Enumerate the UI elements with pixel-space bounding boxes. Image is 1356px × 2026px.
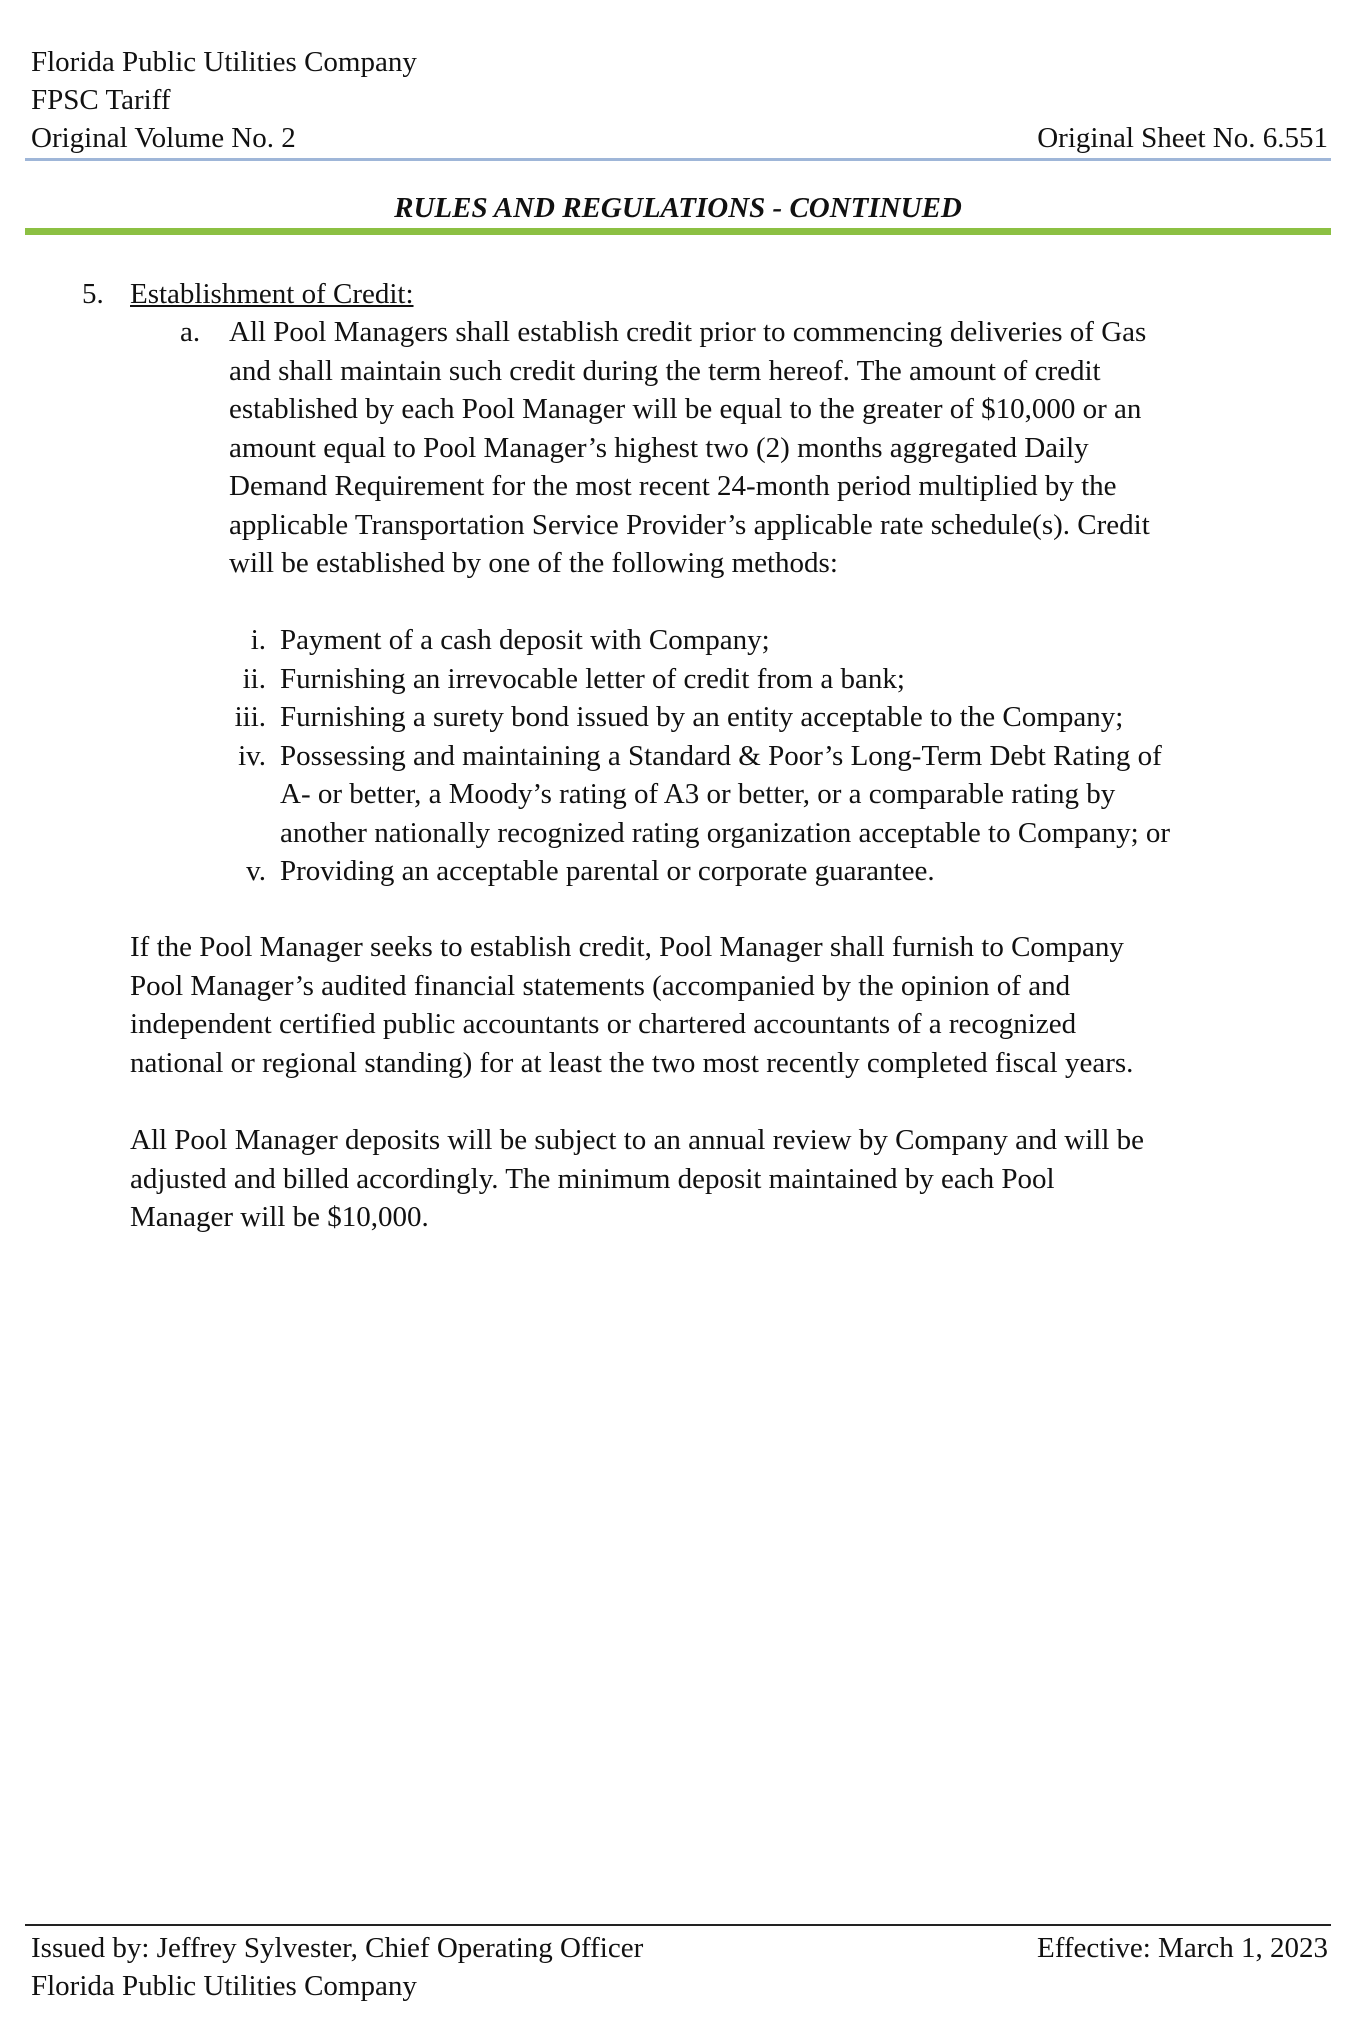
- list-item: [0, 621, 1356, 660]
- text-line: national or regional standing) for at least the two most recently completed fiscal years.: [130, 1046, 1134, 1079]
- list-numeral: ii.: [242, 662, 266, 695]
- list-item: [0, 660, 1356, 699]
- header-tariff: FPSC Tariff: [31, 84, 171, 116]
- list-numeral: v.: [246, 855, 266, 887]
- text-line: Possessing and maintaining a Standard & Poor’s Long-Term Debt Rating of: [280, 739, 1162, 772]
- sub-item-letter: a.: [180, 316, 201, 348]
- text-line: adjusted and billed accordingly. The minimum deposit maintained by each Pool: [130, 1162, 1055, 1195]
- text-line: Providing an acceptable parental or corporate guarantee.: [280, 855, 935, 887]
- text-line: independent certified public accountants or chartered accountants of a recognized: [130, 1008, 1077, 1040]
- text-line: applicable Transportation Service Provider’s applicable rate schedule(s). Credit: [229, 508, 1150, 541]
- list-item: [0, 737, 1356, 853]
- text-line: Furnishing an irrevocable letter of credit from a bank;: [280, 662, 905, 695]
- list-item: [0, 698, 1356, 737]
- item-number: 5.: [82, 278, 104, 310]
- header-divider: [25, 158, 1331, 161]
- footer-issued-by: Issued by: Jeffrey Sylvester, Chief Operating Officer: [31, 1932, 644, 1964]
- list-numeral: i.: [250, 624, 266, 656]
- deposit-review-paragraph: [130, 1121, 1144, 1237]
- text-line: Furnishing a surety bond issued by an entity acceptable to the Company;: [280, 701, 1124, 733]
- financial-statements-paragraph: [130, 928, 1133, 1082]
- text-line: Demand Requirement for the most recent 24-month period multiplied by the: [229, 470, 1117, 502]
- section-title: RULES AND REGULATIONS - CONTINUED: [394, 192, 962, 224]
- list-numeral: iii.: [234, 701, 266, 733]
- sub-item-paragraph: [229, 313, 1309, 583]
- text-line: Manager will be $10,000.: [130, 1201, 429, 1233]
- header-company: Florida Public Utilities Company: [31, 46, 417, 78]
- item-heading: Establishment of Credit:: [130, 278, 414, 310]
- text-line: Payment of a cash deposit with Company;: [280, 624, 770, 656]
- text-line: and shall maintain such credit during the term hereof. The amount of credit: [229, 354, 1101, 387]
- footer-company: Florida Public Utilities Company: [31, 1970, 417, 2002]
- text-line: A- or better, a Moody’s rating of A3 or better, or a comparable rating by: [280, 778, 1116, 810]
- list-numeral: iv.: [238, 739, 266, 772]
- footer-divider: [25, 1924, 1331, 1926]
- list-item: [0, 852, 1356, 891]
- text-line: established by each Pool Manager will be equal to the greater of $10,000 or an: [229, 393, 1142, 425]
- text-line: All Pool Managers shall establish credit prior to commencing deliveries of Gas: [229, 316, 1147, 348]
- header-volume: Original Volume No. 2: [31, 122, 296, 154]
- text-line: All Pool Manager deposits will be subject to an annual review by Company and will be: [130, 1124, 1144, 1156]
- credit-methods-list: [0, 621, 1356, 891]
- text-line: will be established by one of the following methods:: [229, 547, 838, 579]
- text-line: If the Pool Manager seeks to establish credit, Pool Manager shall furnish to Company: [130, 931, 1124, 963]
- text-line: amount equal to Pool Manager’s highest two (2) months aggregated Daily: [229, 431, 1089, 464]
- header-sheet-number: Original Sheet No. 6.551: [1037, 122, 1328, 154]
- text-line: Pool Manager’s audited financial statements (accompanied by the opinion of and: [130, 969, 1071, 1002]
- section-divider: [25, 228, 1331, 235]
- text-line: another nationally recognized rating organization acceptable to Company; or: [280, 816, 1171, 849]
- footer-effective-date: Effective: March 1, 2023: [1037, 1932, 1328, 1964]
